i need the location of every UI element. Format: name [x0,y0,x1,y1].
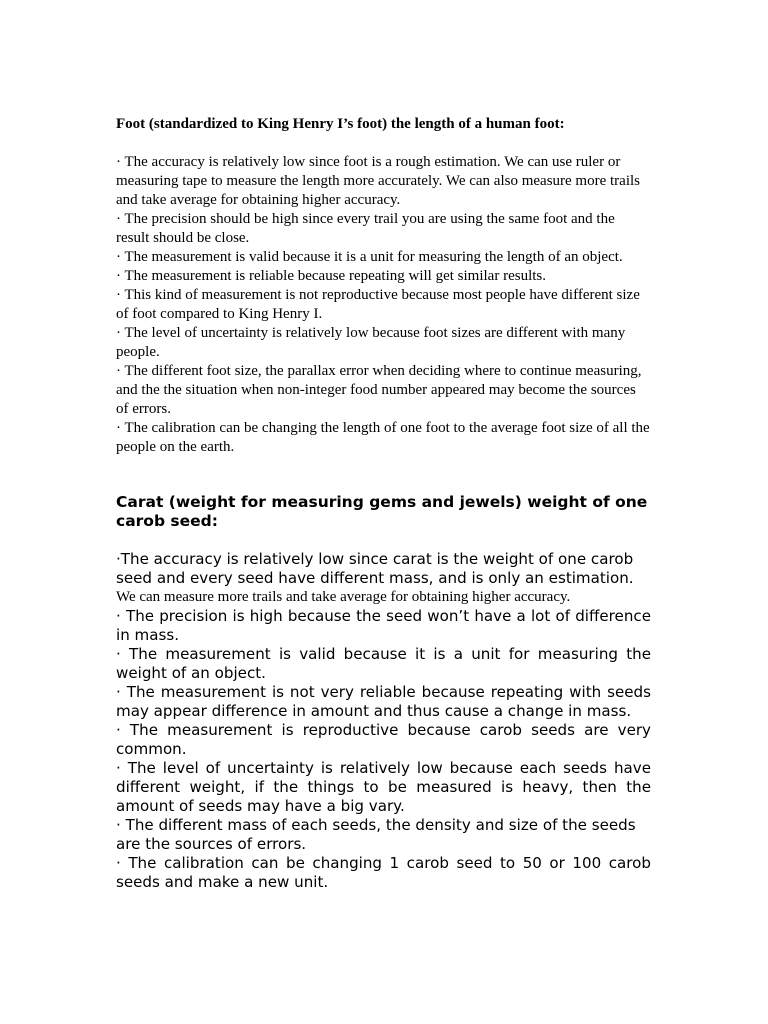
bullet-reliability: · The measurement is not very reliable because repeating with seeds may appear difference in amount and thus cause a change in mass. [116,683,651,720]
spacer [116,134,651,153]
bullet-precision: · The precision is high because the seed won’t have a lot of difference in mass. [116,607,651,644]
bullet-uncertainty: · The level of uncertainty is relatively low because each seeds have different weight, if the things to be measured is heavy, then the amount of seeds may have a big vary. [116,759,651,815]
bullet-errors: · The different foot size, the parallax error when deciding where to continue measuring, and the the situation when non-integer food number appeared may become the sources of errors. [116,363,642,417]
bullet-accuracy: · The accuracy is relatively low since foot is a rough estimation. We can use ruler or measuring tape to measure the length more accurately. We can also measure more trails and take average for obtaining higher accuracy. [116,154,640,208]
section-foot [116,115,651,457]
bullet-precision: · The precision should be high since every trail you are using the same foot and the result should be close. [116,211,615,246]
bullet-validity: · The measurement is valid because it is a unit for measuring the weight of an object. [116,645,651,682]
bullet-accuracy-continued: We can measure more trails and take average for obtaining higher accuracy. [116,589,571,605]
bullet-calibration: · The calibration can be changing the length of one foot to the average foot size of all the people on the earth. [116,420,650,455]
section-carat [116,493,651,892]
spacer [116,531,651,550]
bullet-validity: · The measurement is valid because it is a unit for measuring the length of an object. [116,249,623,265]
bullet-uncertainty: · The level of uncertainty is relatively low because foot sizes are different with many people. [116,325,626,360]
section-heading: Foot (standardized to King Henry I’s foot) the length of a human foot: [116,116,565,132]
bullet-reproducibility: · The measurement is reproductive because carob seeds are very common. [116,721,651,758]
bullet-accuracy: ·The accuracy is relatively low since carat is the weight of one carob seed and every seed have different mass, and is only an estimation. [116,550,634,587]
bullet-reliability: · The measurement is reliable because repeating will get similar results. [116,268,546,284]
bullet-calibration: · The calibration can be changing 1 carob seed to 50 or 100 carob seeds and make a new unit. [116,854,651,891]
section-heading: Carat (weight for measuring gems and jewels) weight of one carob seed: [116,493,648,530]
bullet-reproducibility: · This kind of measurement is not reproductive because most people have different size of foot compared to King Henry I. [116,287,640,322]
bullet-errors: · The different mass of each seeds, the density and size of the seeds are the sources of errors. [116,816,636,853]
